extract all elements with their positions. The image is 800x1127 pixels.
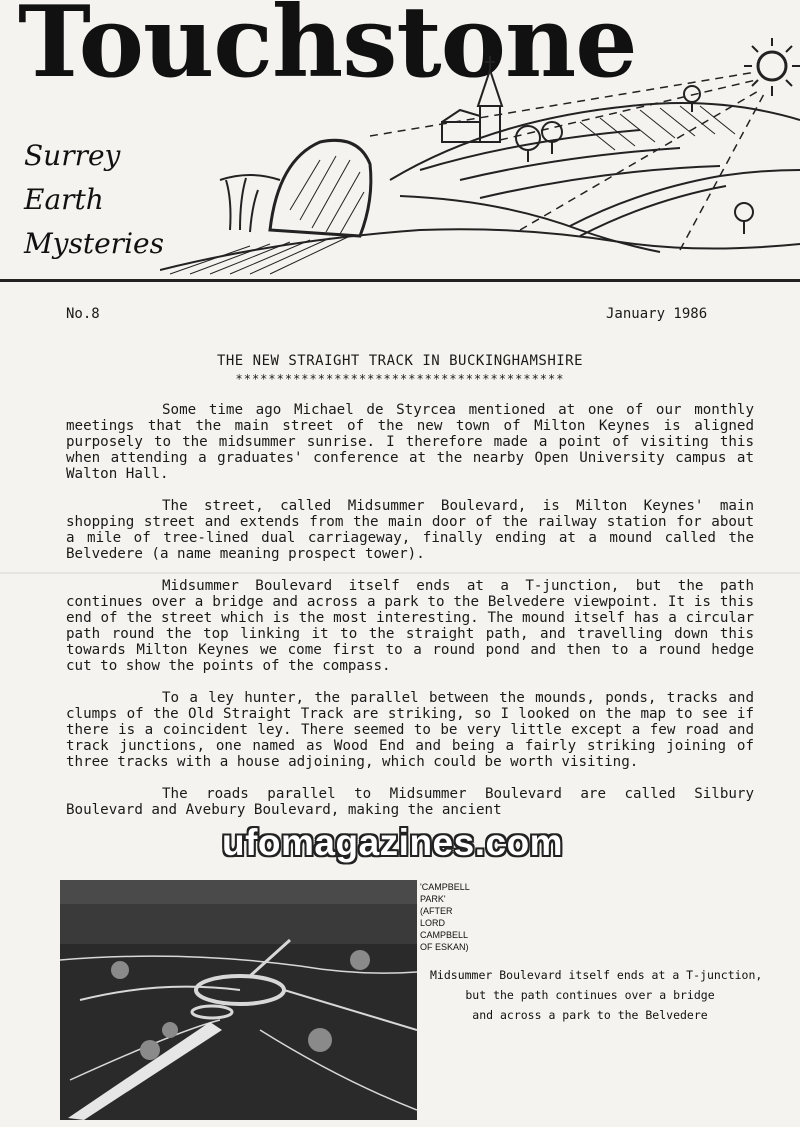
paragraph: Some time ago Michael de Styrcea mentioned at one of our monthly meetings that the main street of the new town of Milton Keynes is aligned purposely to the midsummer sunrise. I therefore made a point of visiting this when attending a graduates' conference at the nearby Open University campus at Walton Hall. (66, 402, 754, 482)
subtitle-line-1: Surrey (24, 139, 121, 172)
paragraph: To a ley hunter, the parallel between the mounds, ponds, tracks and clumps of the Old Straight Track are striking, so I looked on the map to see if there is a coincident ley. There seemed to be very little except a few road and track junctions, one named as Wood End and being a fairly striking joining of three tracks with a house adjoining, which could be worth visiting. (66, 690, 754, 770)
masthead-rule (0, 279, 800, 282)
subtitle-line-2: Earth (24, 183, 104, 216)
issue-number: No.8 (66, 306, 100, 322)
heading-underline: **************************************** (235, 372, 565, 386)
photo-label-line: LORD (420, 918, 446, 928)
photo-label-line: (AFTER (420, 906, 453, 916)
article-body (66, 402, 754, 834)
paragraph: The street, called Midsummer Boulevard, is Milton Keynes' main shopping street and extends from the main door of the railway station for about a mile of tree-lined dual carriageway, finally ending at a mound called the Belvedere (a name meaning prospect tower). (66, 498, 754, 562)
park-aerial-photo (60, 880, 417, 1120)
subtitle-line-3: Mysteries (24, 227, 164, 260)
photo-label-line: OF ESKAN) (420, 942, 469, 952)
caption-line: Midsummer Boulevard itself ends at a T-junction, (430, 968, 763, 982)
watermark: ufomagazines.com (222, 822, 564, 863)
photo-label (420, 881, 490, 953)
newsletter-title: Touchstone (18, 0, 637, 100)
article-heading: THE NEW STRAIGHT TRACK IN BUCKINGHAMSHIRE (216, 353, 584, 369)
photo-label-line: 'CAMPBELL (420, 882, 470, 892)
church-icon (442, 56, 502, 142)
sun-icon (744, 38, 800, 96)
masthead (0, 0, 800, 285)
issue-date: January 1986 (606, 306, 708, 322)
standing-stone-icon (270, 140, 371, 236)
photo-label-line: CAMPBELL (420, 930, 469, 940)
photo-caption (430, 965, 763, 1025)
caption-line: and across a park to the Belvedere (472, 1008, 708, 1022)
caption-line: but the path continues over a bridge (465, 988, 715, 1002)
photo-label-line: PARK' (420, 894, 446, 904)
paragraph: Midsummer Boulevard itself ends at a T-junction, but the path continues over a bridge and across a park to the Belvedere viewpoint. It is this end of the street which is the most interesting. The mound itself has a circular path round the top linking it to the straight path, and travelling down this towards Milton Keynes we come first to a round pond and then to a round hedge cut to show the points of the compass. (66, 578, 754, 674)
landscape-illustration (160, 30, 800, 280)
paragraph: The roads parallel to Midsummer Boulevard are called Silbury Boulevard and Avebury Boulevard, making the ancient (66, 786, 754, 818)
